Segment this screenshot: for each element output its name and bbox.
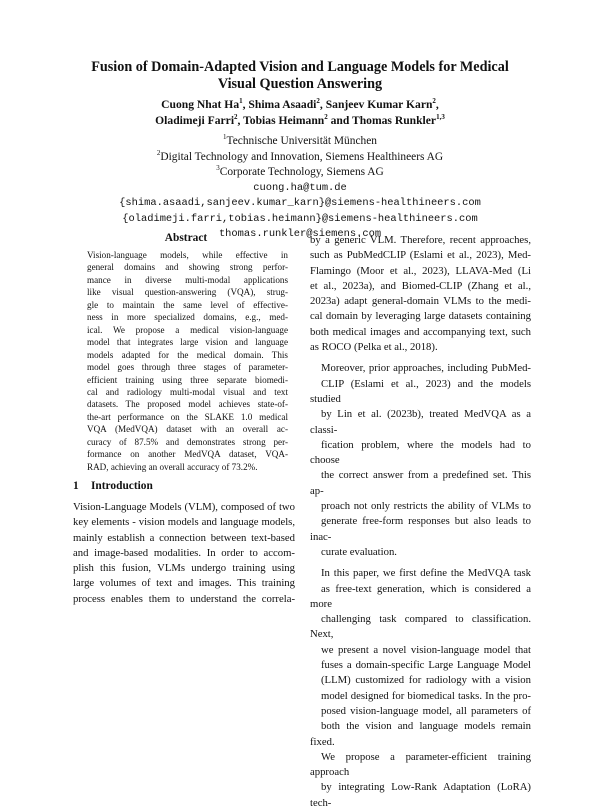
abstract-heading: Abstract bbox=[164, 232, 208, 244]
body-line: both the vision and language models remain fixed. bbox=[310, 720, 531, 748]
author-affiliation-mark: 2 bbox=[234, 113, 238, 122]
body-line: posed vision-language model, all parameters of bbox=[321, 704, 531, 717]
paragraph bbox=[310, 361, 531, 560]
body-line: such as PubMedCLIP (Eslami et al., 2023), Med- bbox=[310, 249, 531, 262]
body-line: proach not only restricts the ability of VLMs to bbox=[321, 500, 531, 513]
abstract-line: the-art performance on the SLAKE 1.0 medical bbox=[87, 411, 288, 422]
body-line: fuses a domain-specific Large Language Model bbox=[321, 659, 531, 672]
author-affiliation-mark: 2 bbox=[316, 97, 320, 106]
affiliation bbox=[40, 150, 560, 166]
body-line: by Lin et al. (2023b), treated MedVQA as a classi- bbox=[310, 408, 531, 436]
affiliation-text: Technische Universität München bbox=[226, 135, 377, 147]
author-affiliation-mark: 1 bbox=[239, 97, 243, 106]
affiliation-number: 2 bbox=[156, 148, 161, 157]
abstract-line: RAD, achieving an overall accuracy of 73.2%. bbox=[87, 461, 258, 472]
abstract-line: model that integrates large vision and language bbox=[87, 337, 288, 348]
abstract-line: gle to maintain the same level of effective- bbox=[87, 299, 288, 310]
body-line: fication problem, where the models had to choose bbox=[310, 438, 531, 467]
abstract-line: model goes through three stages of parameter- bbox=[87, 362, 288, 373]
right-column-text bbox=[310, 233, 531, 811]
paragraph bbox=[310, 233, 531, 355]
author-affiliation-mark: 1,3 bbox=[436, 113, 445, 122]
body-line: In this paper, we first define the MedVQA task bbox=[321, 567, 531, 580]
author-line: Oladimeji Farri$^2$, Tobias Heimann$^2$ and Thomas Runkler$^{1,3}$ bbox=[155, 113, 445, 127]
body-line: model designed for biomedical tasks. In the pro- bbox=[321, 689, 531, 702]
body-line: the correct answer from a predefined set. This ap- bbox=[310, 469, 531, 497]
body-line: CLIP (Eslami et al., 2023) and the models studied bbox=[310, 377, 531, 405]
abstract-line: curacy of 87.5% and demonstrates strong per- bbox=[87, 436, 288, 447]
abstract-line: mance in diverse multi-modal applications bbox=[87, 274, 288, 285]
abstract-line: like visual question-answering (VQA), strug- bbox=[87, 287, 288, 298]
affiliation-text: Corporate Technology, Siemens AG bbox=[219, 166, 384, 178]
body-line: by integrating Low-Rank Adaptation (LoRA) tech- bbox=[310, 781, 531, 809]
body-line: we present a novel vision-language model that bbox=[321, 643, 531, 656]
body-line: generate free-form responses but also leads to inac- bbox=[310, 515, 531, 543]
abstract-line: efficient training using three separate biomedi- bbox=[87, 374, 288, 385]
intro-line: Vision-Language Models (VLM), composed of two bbox=[73, 501, 295, 513]
section-title: Introduction bbox=[91, 480, 153, 492]
title-line: Fusion of Domain-Adapted Vision and Language Models for Medical bbox=[91, 59, 509, 75]
author-name: Sanjeev Kumar Karn bbox=[325, 98, 433, 111]
email[interactable]: {oladimeji.farri,tobias.heimann}@siemens-healthineers.com bbox=[122, 212, 478, 225]
intro-line: and image-based modalities. In order to accom- bbox=[73, 546, 295, 559]
body-line: cal domain by leveraging large datasets containing bbox=[310, 310, 531, 323]
author-affiliation-mark: 2 bbox=[432, 97, 436, 106]
affiliation bbox=[40, 134, 560, 150]
body-line: Flamingo (Moor et al., 2023), LLAVA-Med (Li bbox=[310, 264, 531, 277]
affiliation-text: Digital Technology and Innovation, Siemens Healthineers AG bbox=[160, 150, 444, 163]
abstract-line: ness in more specialized domains, e.g., med- bbox=[87, 312, 288, 323]
abstract-line: formance on another MedVQA dataset, VQA- bbox=[87, 449, 288, 460]
body-line: both medical images and accompanying text, such bbox=[310, 325, 531, 338]
body-line: 2023a) adapt general-domain VLMs to the medi- bbox=[310, 295, 531, 308]
intro-line: large volumes of text and images. This training bbox=[73, 577, 295, 590]
body-line: (LLM) customized for radiology with a vision bbox=[321, 674, 531, 687]
author-name: Cuong Nhat Ha bbox=[161, 98, 240, 111]
intro-line: process enables them to understand the correla- bbox=[73, 592, 295, 605]
body-line: as free-text generation, which is considered a more bbox=[310, 582, 531, 610]
abstract-line: general domains and showing strong perfor- bbox=[87, 262, 288, 273]
affiliation-number: 1 bbox=[223, 133, 227, 142]
email[interactable]: thomas.runkler@siemens.com bbox=[218, 228, 382, 240]
title-line: Visual Question Answering bbox=[217, 76, 383, 92]
section-number: 1 bbox=[73, 480, 79, 492]
author-line: Cuong Nhat Ha$^1$, Shima Asaadi$^2$, Sanjeev Kumar Karn$^2$, bbox=[161, 97, 439, 111]
abstract-line: models adapted for the medical domain. This bbox=[87, 349, 288, 360]
paragraph bbox=[310, 566, 531, 811]
abstract-line: VQA (MedVQA) dataset with an overall ac- bbox=[87, 424, 288, 435]
body-line: We propose a parameter-efficient training approach bbox=[310, 750, 531, 779]
intro-line: key elements - vision models and language models, bbox=[73, 516, 295, 529]
body-line: Moreover, prior approaches, including PubMed- bbox=[321, 362, 531, 375]
author-name: Thomas Runkler bbox=[352, 114, 437, 127]
intro-line: mainly establish a connection between text-based bbox=[73, 531, 295, 544]
abstract-line: datasets. The proposed model achieves state-of- bbox=[87, 399, 288, 410]
email[interactable]: cuong.ha@tum.de bbox=[253, 181, 347, 194]
body-line: as ROCO (Pelka et al., 2018). bbox=[310, 341, 438, 354]
intro-line: plish this fusion, VLMs undergo training using bbox=[73, 562, 295, 575]
section-heading-introduction bbox=[73, 480, 293, 492]
author-name: Tobias Heimann bbox=[243, 114, 325, 127]
body-line: by a generic VLM. Therefore, recent approaches, bbox=[310, 234, 531, 246]
abstract-body bbox=[87, 249, 288, 473]
author-name: Oladimeji Farri bbox=[155, 114, 235, 127]
abstract-line: ical. We propose a medical vision-language bbox=[87, 324, 288, 335]
affiliation-block bbox=[40, 134, 560, 243]
body-line: et al., 2023a), and Biomed-CLIP (Zhang et al., bbox=[310, 279, 531, 292]
abstract-line: cal and radiology multi-modal visual and text bbox=[87, 386, 288, 397]
body-line: curate evaluation. bbox=[321, 545, 397, 558]
paper-title bbox=[40, 59, 560, 93]
author-affiliation-mark: 2 bbox=[324, 113, 328, 122]
affiliation-number: 3 bbox=[216, 164, 220, 173]
introduction-text bbox=[73, 500, 295, 607]
affiliation bbox=[40, 165, 560, 181]
email[interactable]: {shima.asaadi,sanjeev.kumar_karn}@siemens-healthineers.com bbox=[119, 197, 481, 209]
body-line: challenging task compared to classification. Next, bbox=[310, 613, 531, 641]
author-list bbox=[40, 97, 560, 129]
author-name: Shima Asaadi bbox=[248, 98, 317, 111]
abstract-line: Vision-language models, while effective in bbox=[87, 250, 288, 260]
